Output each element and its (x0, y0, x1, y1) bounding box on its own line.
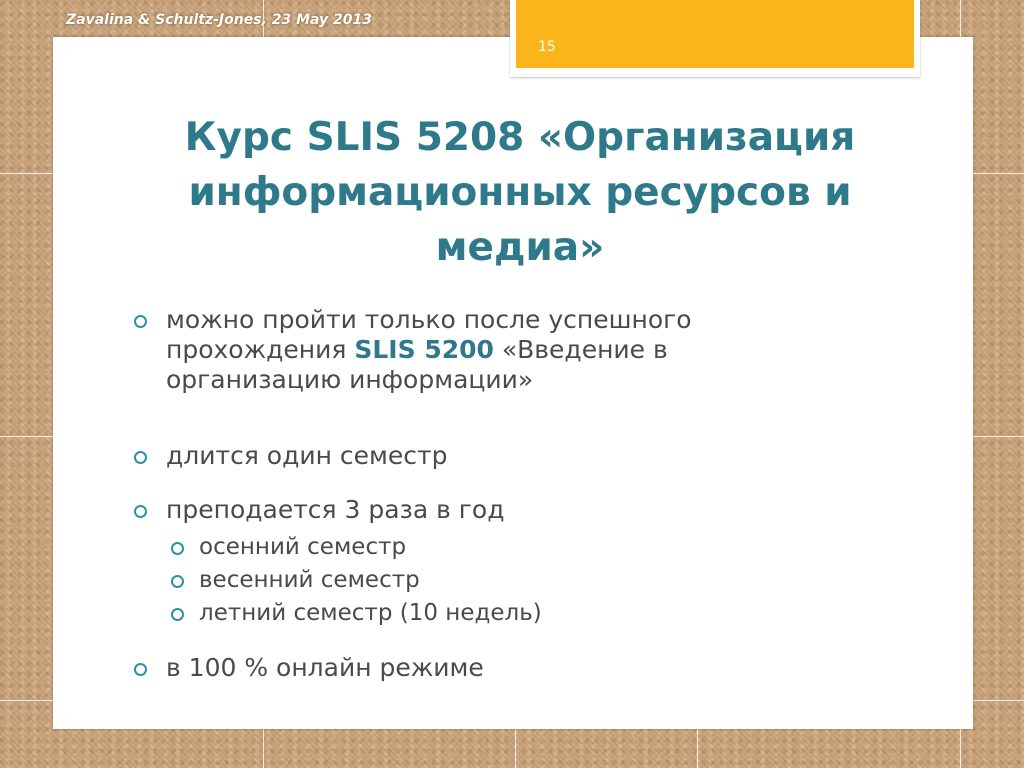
sub-bullet-fall (199, 532, 406, 562)
slide-number: 15 (538, 39, 556, 55)
slide-footer: Zavalina & Schultz-Jones, 23 May 2013 (66, 12, 372, 28)
sub-bullet-line: осенний семестр (199, 534, 407, 560)
bullet-online (166, 653, 484, 683)
bullet-text: прохождения (166, 335, 355, 364)
slide-number-tab-fill (516, 0, 914, 68)
title-line: Курс SLIS 5208 «Организация (184, 115, 856, 160)
bullet-line: в 100 % онлайн режиме (166, 653, 484, 682)
slide-title (140, 110, 900, 275)
sub-bullet-line: летний семестр (10 недель) (199, 600, 542, 626)
title-line: медиа» (435, 225, 605, 270)
sub-bullet-icon (171, 575, 184, 588)
bullet-prerequisite (166, 305, 692, 395)
title-line: информационных ресурсов и (188, 170, 852, 215)
bullet-line: длится один семестр (166, 441, 448, 470)
bullet-line: организацию информации» (166, 365, 534, 394)
bullet-frequency (166, 495, 505, 525)
sub-bullet-spring (199, 565, 420, 595)
bullet-icon (134, 663, 147, 676)
course-code: SLIS 5200 (354, 335, 494, 364)
bullet-line (166, 335, 692, 365)
sub-bullet-icon (171, 608, 184, 621)
sub-bullet-line: весенний семестр (199, 567, 420, 593)
bullet-duration (166, 441, 447, 471)
bullet-icon (134, 505, 147, 518)
bullet-icon (134, 451, 147, 464)
slide-number-tab (510, 0, 920, 77)
bullet-line: можно пройти только после успешного (166, 305, 692, 334)
bullet-text: «Введение в (493, 335, 668, 364)
sub-bullet-summer (199, 598, 542, 628)
sub-bullet-icon (171, 542, 184, 555)
bullet-line: преподается 3 раза в год (166, 495, 505, 524)
bullet-icon (134, 315, 147, 328)
